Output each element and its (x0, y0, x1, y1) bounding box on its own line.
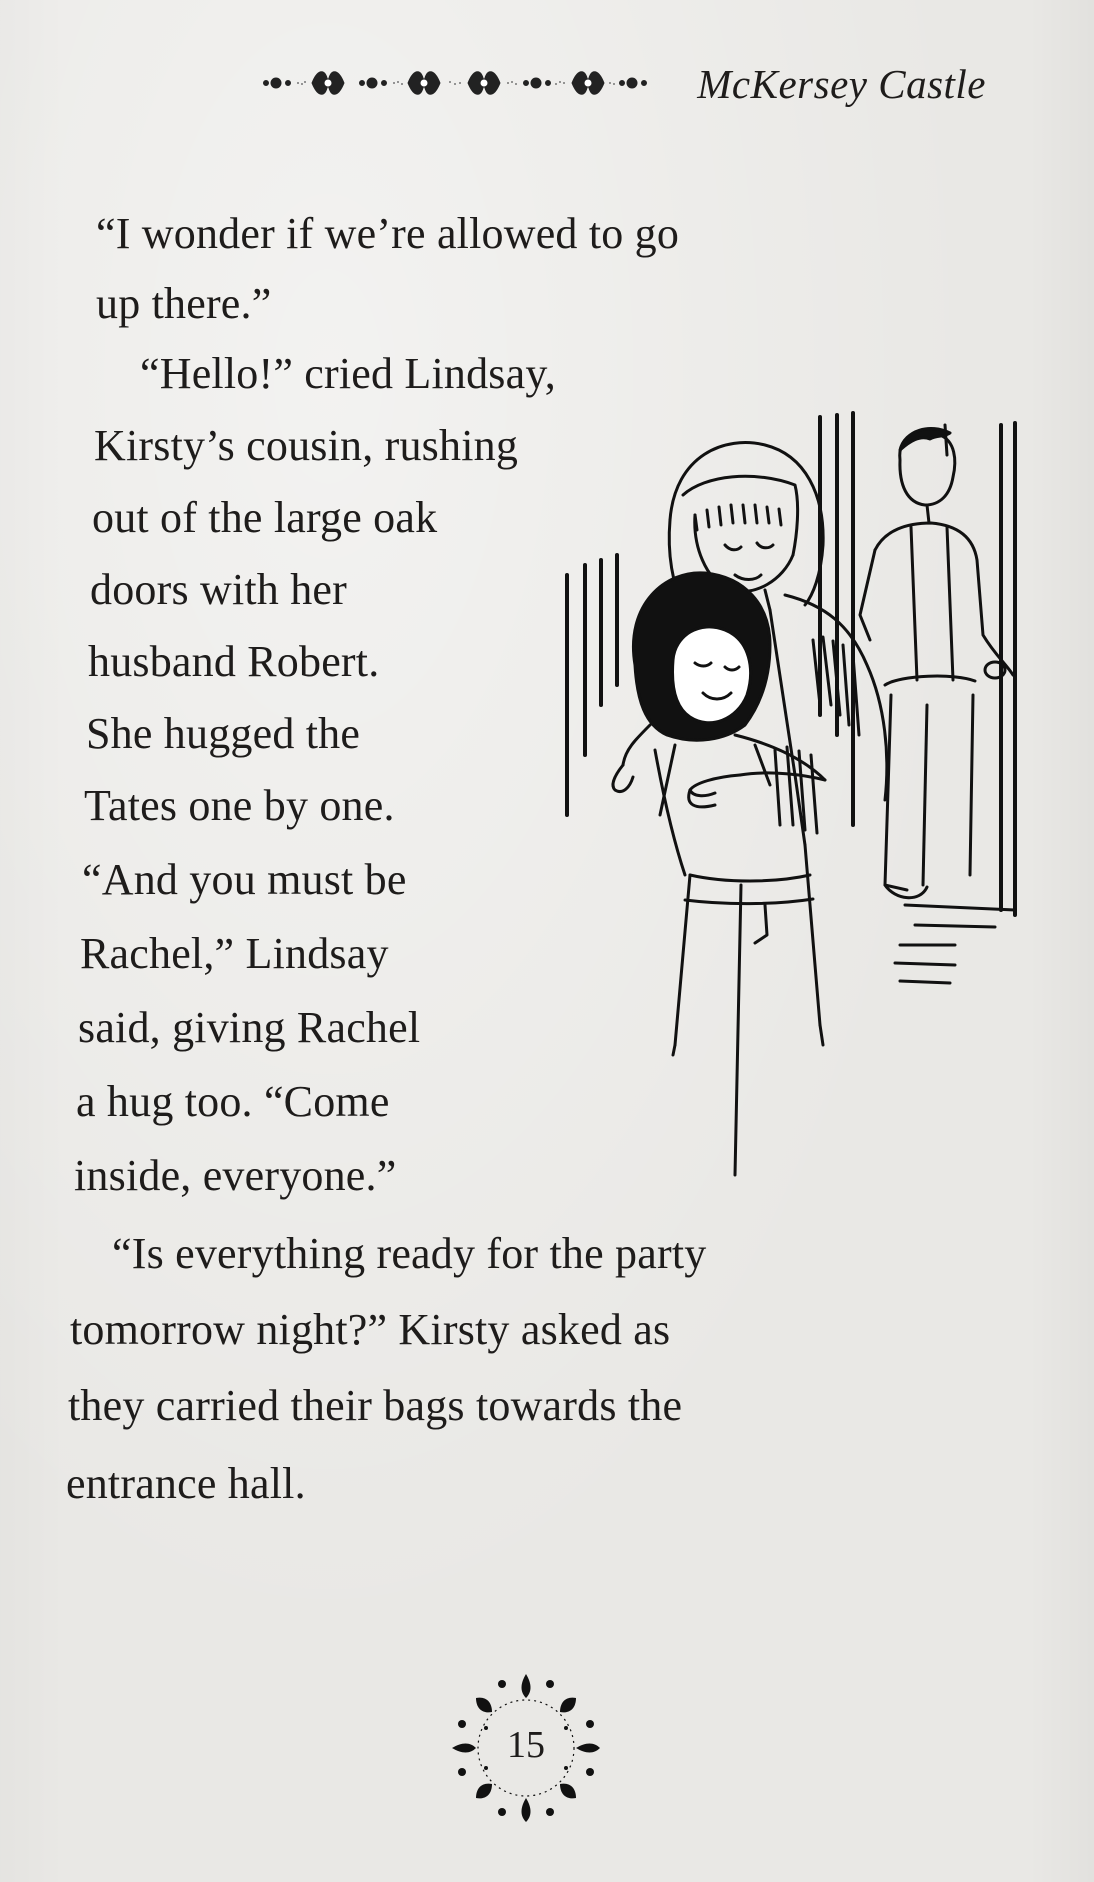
body-line-11: Rachel,” Lindsay (80, 929, 389, 978)
body-line-14: inside, everyone.” (74, 1151, 397, 1200)
body-line-16: tomorrow night?” Kirsty asked as (70, 1305, 671, 1354)
body-line-10: “And you must be (82, 855, 407, 904)
body-line-6: doors with her (90, 565, 347, 614)
doorframe-lines (567, 413, 1015, 983)
body-line-2: up there.” (96, 279, 272, 328)
body-line-17: they carried their bags towards the (68, 1381, 683, 1430)
body-line-5: out of the large oak (92, 493, 438, 542)
body-line-8: She hugged the (86, 709, 361, 758)
body-line-7: husband Robert. (88, 637, 380, 686)
fleuron-border-icon (250, 58, 670, 108)
body-line-4: Kirsty’s cousin, rushing (94, 421, 519, 470)
running-header-title: McKersey Castle (697, 61, 986, 107)
robert-figure (860, 428, 1013, 897)
body-line-1: “I wonder if we’re allowed to go (96, 209, 680, 258)
body-line-3: “Hello!” cried Lindsay, (140, 349, 556, 398)
page-folio (446, 1668, 606, 1828)
body-line-13: a hug too. “Come (76, 1077, 390, 1126)
body-line-18: entrance hall. (66, 1459, 306, 1508)
kirsty-figure (613, 573, 825, 833)
body-line-9: Tates one by one. (84, 781, 395, 830)
illustration-hug-icon (555, 405, 1025, 1195)
body-line-12: said, giving Rachel (78, 1003, 421, 1052)
body-line-15: “Is everything ready for the party (112, 1229, 707, 1278)
page-number: 15 (507, 1724, 545, 1766)
running-header (250, 52, 1000, 122)
